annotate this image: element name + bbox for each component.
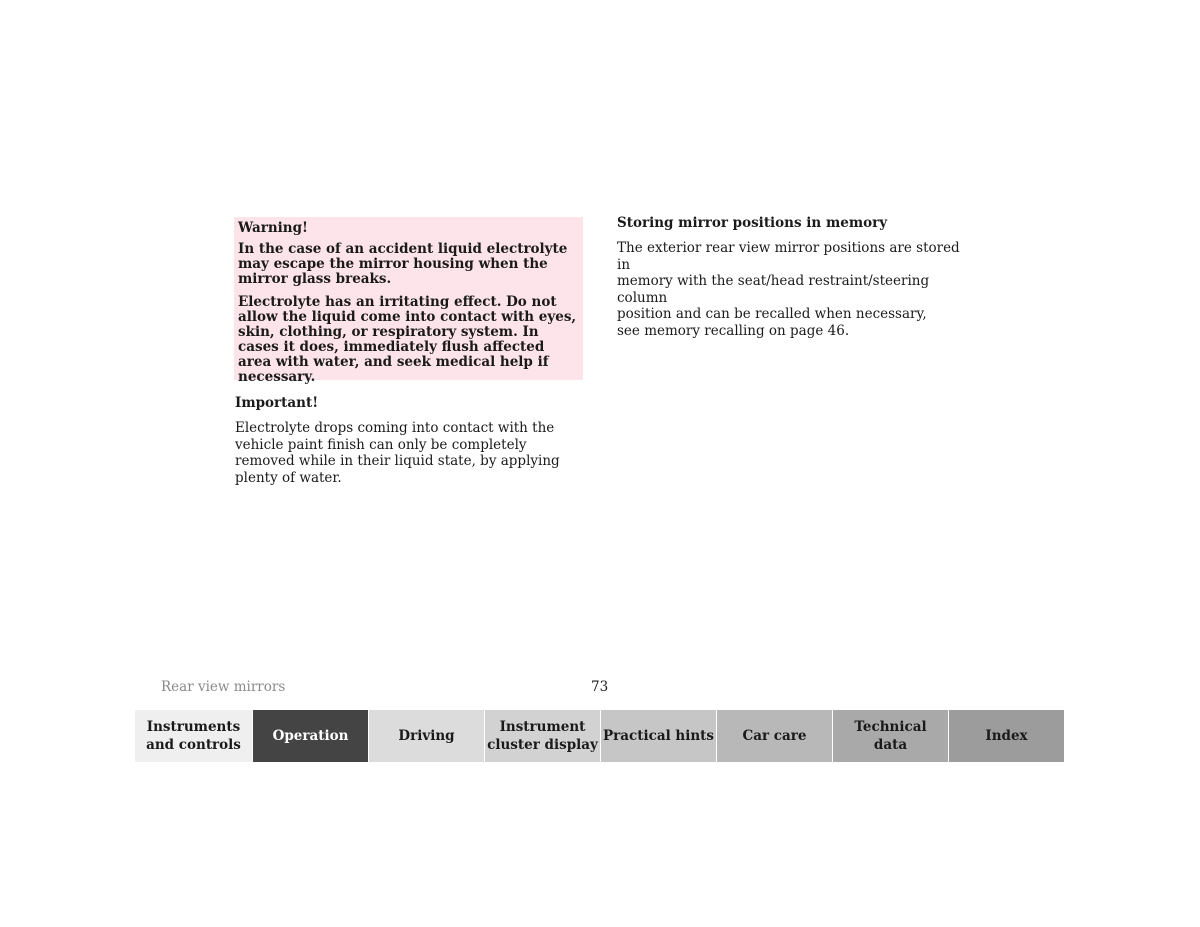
memory-section-title: Storing mirror positions in memory (617, 215, 888, 231)
nav-tab-operation[interactable]: Operation (252, 710, 368, 762)
nav-tab-instrument-cluster-display[interactable]: Instrument cluster display (484, 710, 600, 762)
nav-tab-instruments-and-controls[interactable]: Instruments and controls (135, 710, 252, 762)
memory-line-2: memory with the seat/head restraint/steering column (617, 273, 930, 306)
important-title: Important! (235, 395, 319, 411)
warning-box (234, 217, 583, 385)
nav-tab-car-care[interactable]: Car care (716, 710, 832, 762)
chapter-nav-bar (135, 710, 1064, 762)
important-block (235, 395, 585, 486)
warning-paragraph-1: In the case of an accident liquid electrolyte may escape the mirror housing when the mirror glass breaks. (238, 241, 568, 287)
memory-section (617, 215, 962, 339)
warning-paragraph-2: Electrolyte has an irritating effect. Do not allow the liquid come into contact with eyes, skin, clothing, or respiratory system. In cases it does, immediately flush affected area with water, and seek medical help if necessary. (238, 294, 577, 385)
memory-line-3: position and can be recalled when necessary, (617, 306, 927, 322)
nav-tab-driving[interactable]: Driving (368, 710, 484, 762)
memory-line-4: see memory recalling on page 46. (617, 322, 850, 339)
memory-line-1: The exterior rear view mirror positions are stored in (617, 240, 960, 273)
footer-section-name: Rear view mirrors (161, 679, 286, 695)
nav-tab-index[interactable]: Index (948, 710, 1064, 762)
nav-tab-practical-hints[interactable]: Practical hints (600, 710, 716, 762)
memory-section-text (617, 240, 962, 339)
warning-title: Warning! (238, 220, 308, 236)
page-number: 73 (591, 679, 609, 695)
nav-tab-technical-data[interactable]: Technical data (832, 710, 948, 762)
important-text: Electrolyte drops coming into contact with the vehicle paint finish can only be completely removed while in their liquid state, by applying plenty of water. (235, 420, 560, 486)
